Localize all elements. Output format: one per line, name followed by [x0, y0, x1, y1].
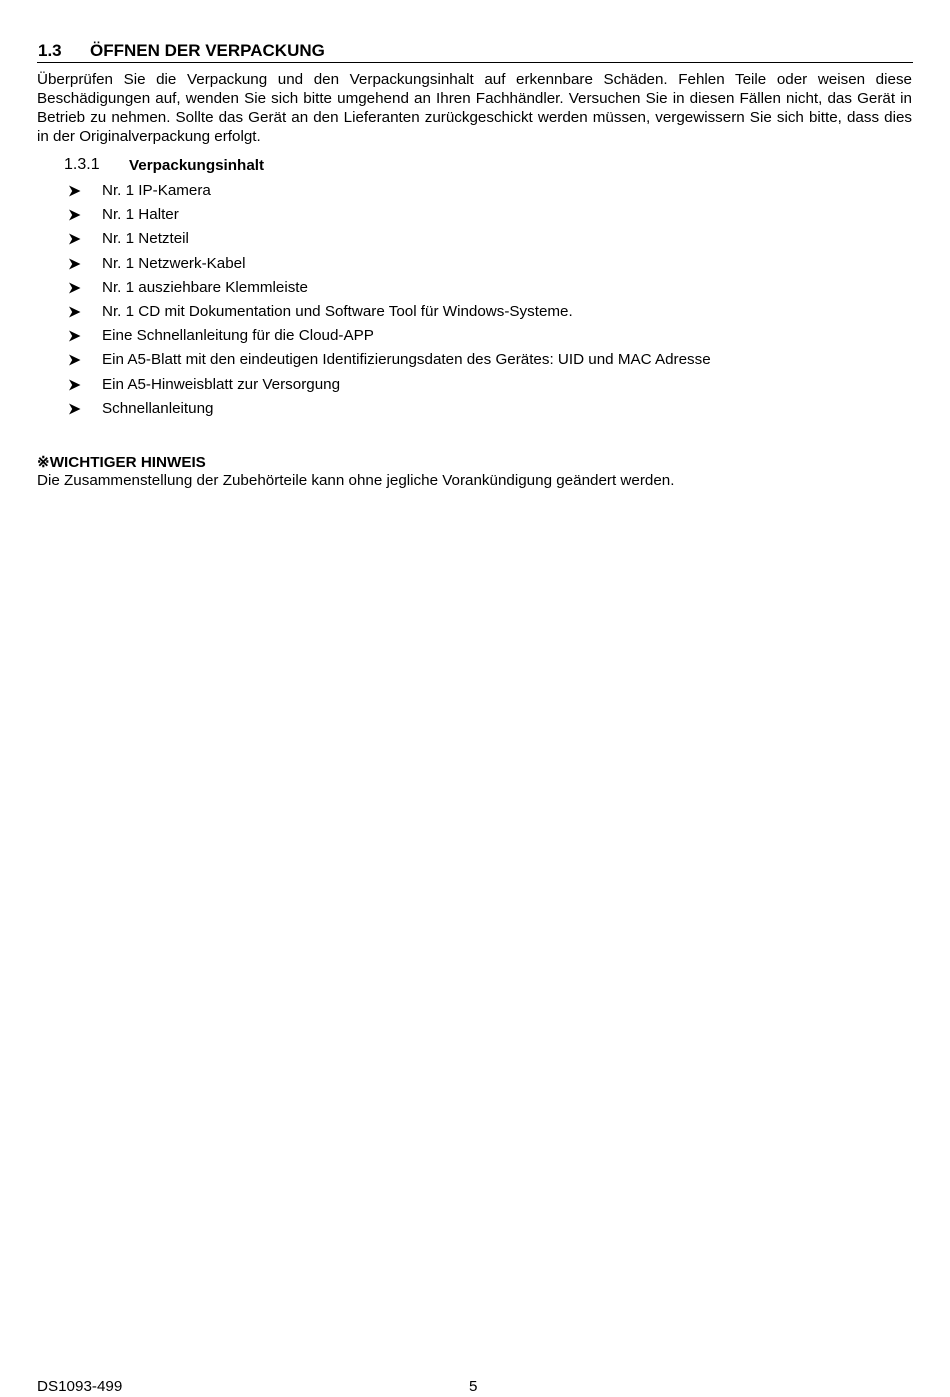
list-item-text: Nr. 1 ausziehbare Klemmleiste: [102, 278, 308, 296]
list-item-text: Nr. 1 CD mit Dokumentation und Software Tool für Windows-Systeme.: [102, 302, 573, 320]
list-item-text: Schnellanleitung: [102, 399, 214, 417]
subsection-number: 1.3.1: [64, 156, 100, 173]
list-item-text: Nr. 1 Netzteil: [102, 230, 189, 248]
list-item: [68, 204, 711, 228]
arrowhead-bullet-icon: [68, 354, 81, 366]
arrowhead-bullet-icon: [68, 379, 81, 391]
list-item-text: Nr. 1 Netzwerk-Kabel: [102, 254, 246, 272]
notice-text: Die Zusammenstellung der Zubehörteile kann ohne jegliche Vorankündigung geändert werden.: [37, 472, 675, 489]
arrowhead-bullet-icon: [68, 403, 81, 415]
arrowhead-bullet-icon: [68, 185, 81, 197]
list-item-text: Ein A5-Blatt mit den eindeutigen Identifizierungsdaten des Gerätes: UID und MAC Adresse: [102, 351, 711, 369]
footer-doc-id: DS1093-499: [37, 1378, 123, 1395]
list-item: [68, 398, 711, 422]
list-item-text: Ein A5-Hinweisblatt zur Versorgung: [102, 375, 341, 393]
notice-title: ※WICHTIGER HINWEIS: [37, 454, 206, 471]
list-item: [68, 277, 711, 301]
list-item: [68, 301, 711, 325]
list-item: [68, 180, 711, 204]
intro-paragraph: Überprüfen Sie die Verpackung und den Verpackungsinhalt auf erkennbare Schäden. Fehlen Teile oder weisen diese Beschädigungen auf, wenden Sie sich bitte umgehend an Ihren Fachhändler. Versuchen Sie in diesen Fällen nicht, das Gerät in Betrieb zu nehmen. Sollte das Gerät an den Lieferanten zurückgeschickt werden müssen, vergewissern Sie sich bitte, dass dies in der Originalverpackung erfolgt.: [37, 71, 912, 145]
list-item: [68, 253, 711, 277]
list-item-text: Nr. 1 Halter: [102, 206, 179, 224]
list-item-text: Nr. 1 IP-Kamera: [102, 182, 211, 199]
list-item: [68, 349, 711, 373]
subsection-title: Verpackungsinhalt: [129, 157, 265, 174]
section-header: [37, 40, 913, 63]
arrowhead-bullet-icon: [68, 258, 81, 270]
arrowhead-bullet-icon: [68, 233, 81, 245]
arrowhead-bullet-icon: [68, 209, 81, 221]
section-title: ÖFFNEN DER VERPACKUNG: [90, 41, 325, 60]
list-item-text: Eine Schnellanleitung für die Cloud-APP: [102, 327, 374, 345]
arrowhead-bullet-icon: [68, 330, 81, 342]
footer-page-number: 5: [469, 1378, 478, 1395]
list-item: [68, 374, 711, 398]
arrowhead-bullet-icon: [68, 282, 81, 294]
arrowhead-bullet-icon: [68, 306, 81, 318]
list-item: [68, 325, 711, 349]
list-item: [68, 228, 711, 252]
section-number: 1.3: [38, 41, 62, 60]
package-contents-list: [68, 180, 711, 422]
